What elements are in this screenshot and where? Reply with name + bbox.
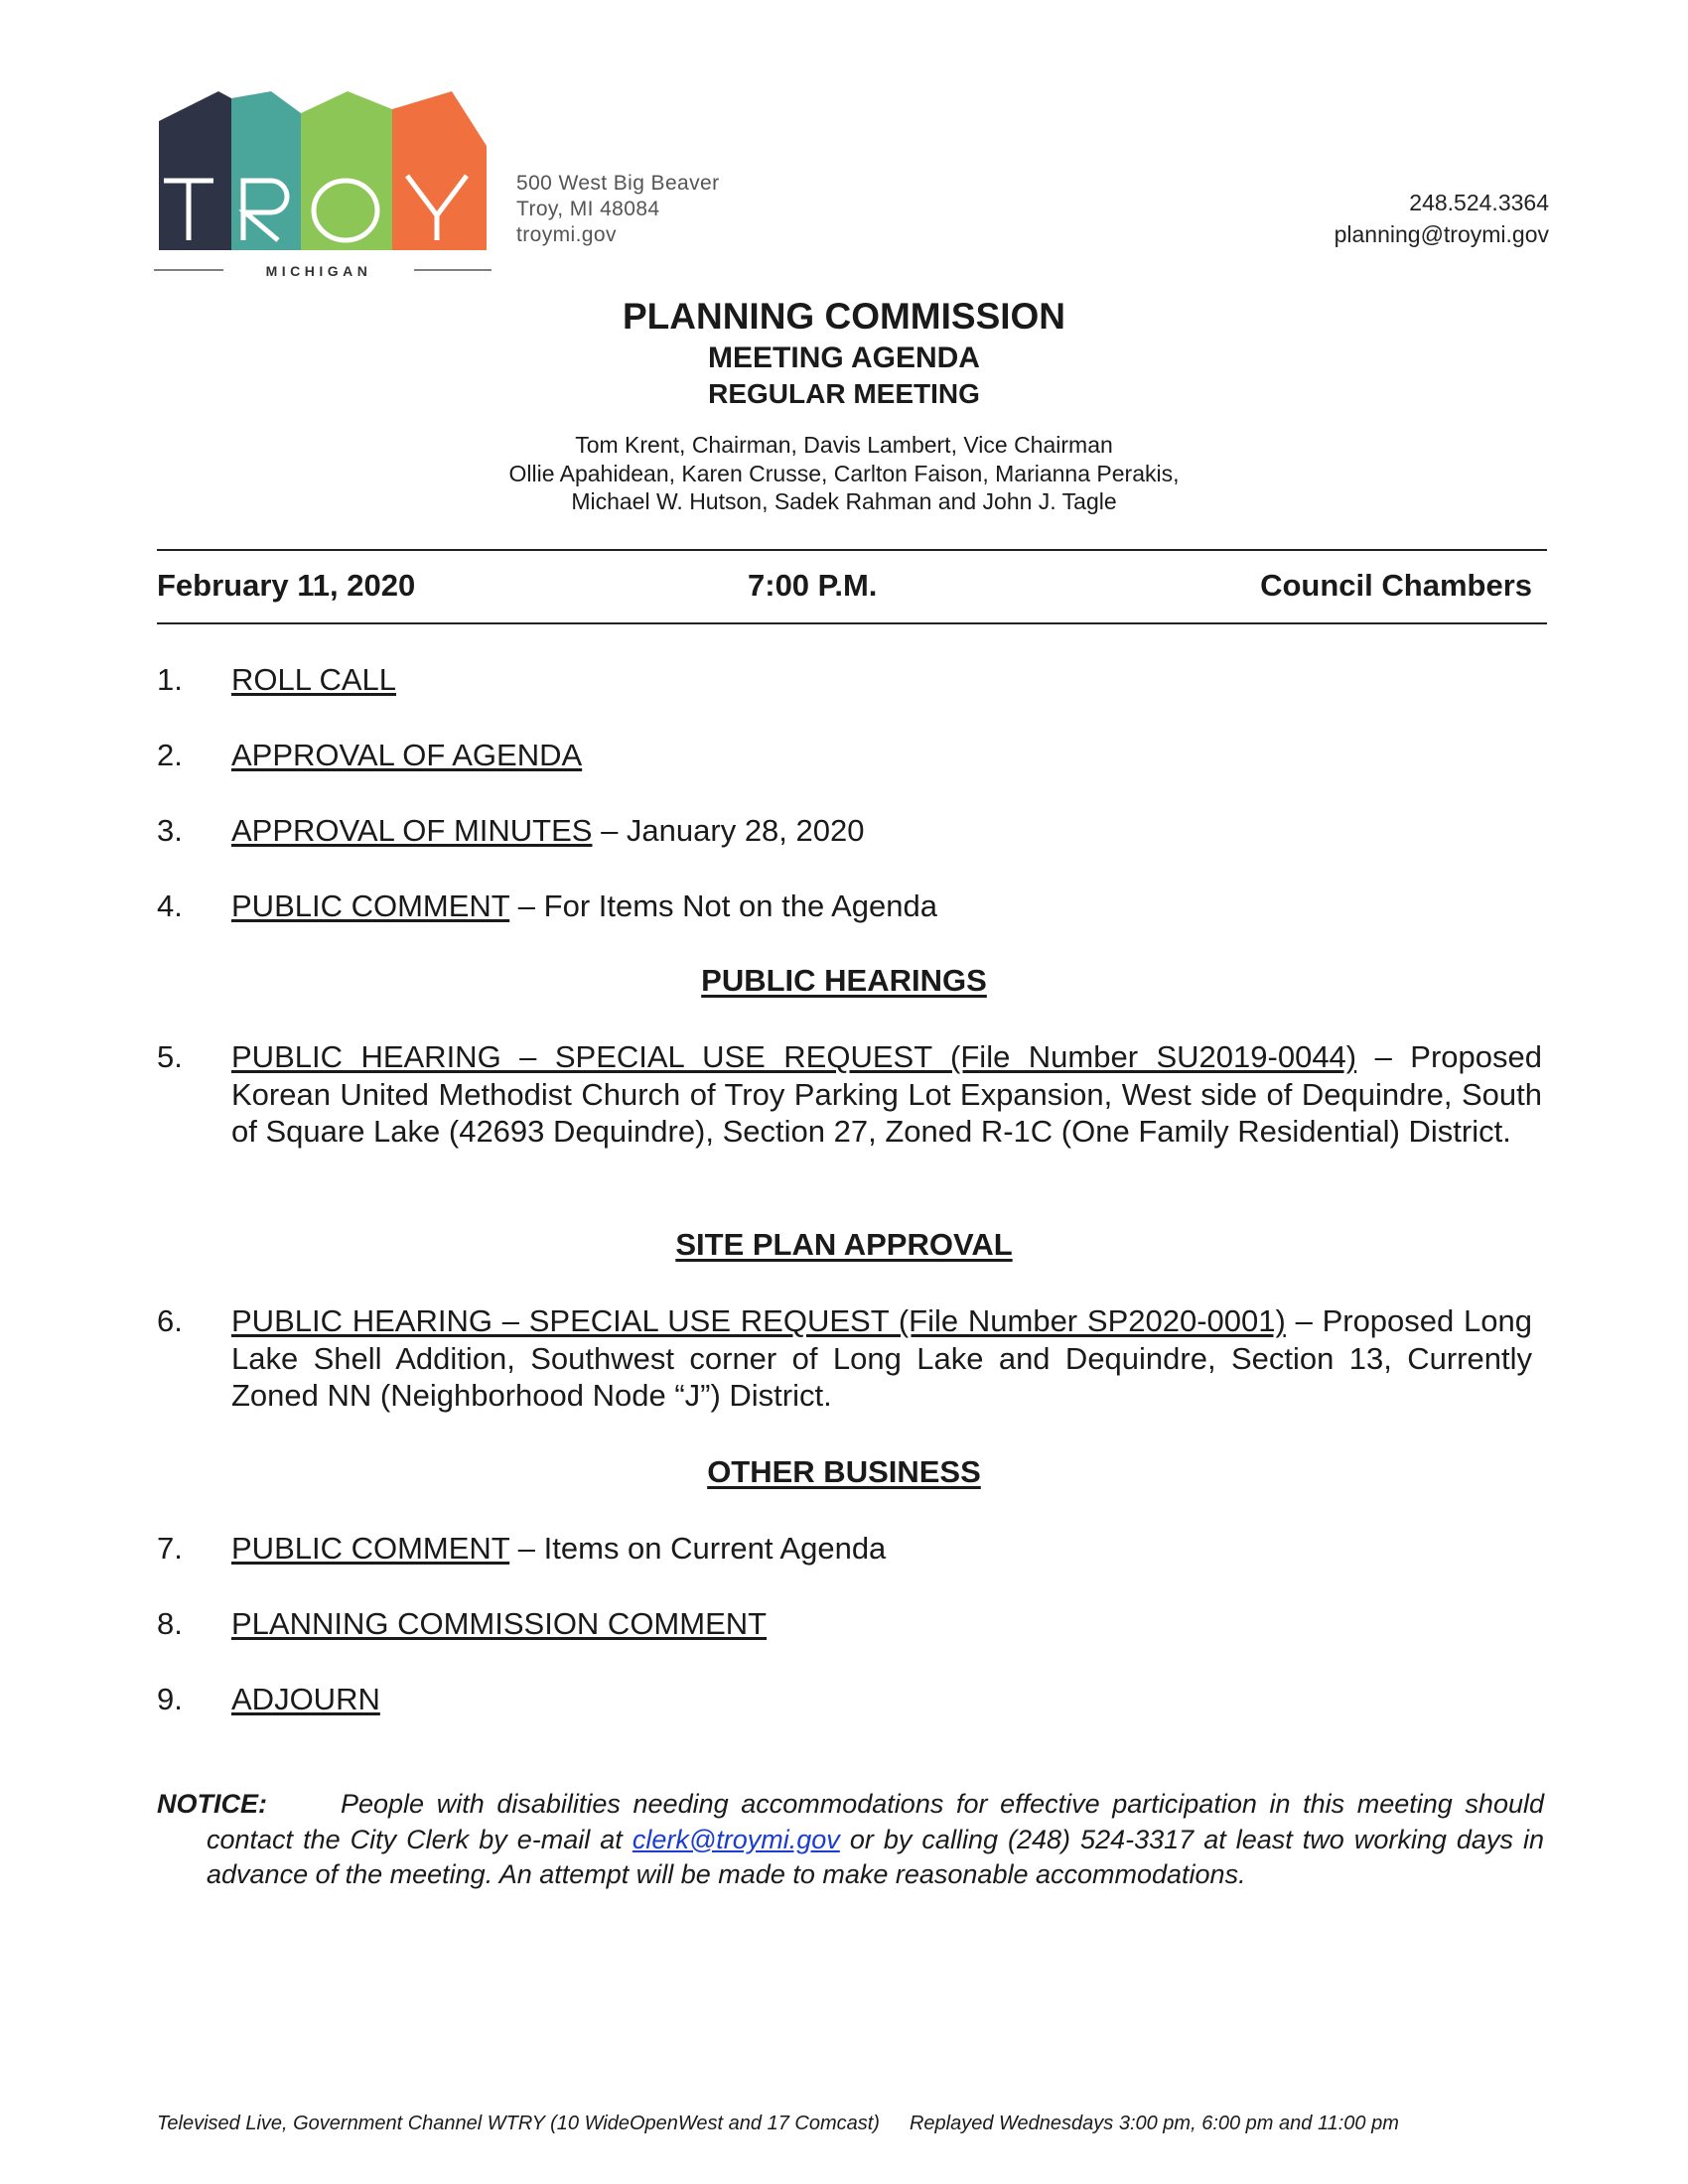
item-title: APPROVAL OF AGENDA — [231, 738, 583, 772]
address-line-2: Troy, MI 48084 — [516, 198, 660, 220]
section-heading-other-business: OTHER BUSINESS — [707, 1454, 981, 1489]
footer-televised: Televised Live, Government Channel WTRY (10 WideOpenWest and 17 Comcast) — [157, 2113, 880, 2134]
notice-text: People with disabilities needing accommodations for effective participation in this meeting should contact the City Clerk by e-mail at — [207, 1789, 1544, 1854]
item-number: 2. — [157, 738, 183, 772]
meeting-time: 7:00 P.M. — [748, 568, 878, 603]
members-line: Ollie Apahidean, Karen Crusse, Carlton Faison, Marianna Perakis, — [508, 460, 1180, 486]
item-number: 3. — [157, 813, 183, 848]
address-website: troymi.gov — [516, 223, 617, 246]
svg-text:MICHIGAN: MICHIGAN — [265, 263, 372, 279]
broadcast-footer — [157, 2113, 1399, 2135]
divider — [157, 622, 1547, 624]
agenda-item — [157, 1605, 1542, 1643]
agenda-item — [157, 1681, 1542, 1718]
clerk-email-link[interactable]: clerk@troymi.gov — [632, 1824, 840, 1854]
item-detail: – For Items Not on the Agenda — [509, 888, 937, 923]
item-detail: – Items on Current Agenda — [509, 1531, 887, 1566]
item-number: 7. — [157, 1531, 183, 1566]
troy-logo — [154, 91, 492, 280]
item-detail: – Proposed Long Lake Shell Addition, Southwest corner of Long Lake and Dequindre, Section 13, Currently Zoned NN (Neighborhood Node “J”) District. — [231, 1303, 1532, 1413]
members-line: Michael W. Hutson, Sadek Rahman and John J. Tagle — [571, 488, 1117, 514]
item-number: 9. — [157, 1682, 183, 1716]
section-heading-wrap — [0, 963, 1688, 999]
item-number: 1. — [157, 662, 183, 697]
agenda-item — [157, 1530, 1542, 1568]
item-number: 8. — [157, 1606, 183, 1641]
accessibility-notice — [157, 1787, 1544, 1893]
item-title: PUBLIC COMMENT — [231, 1531, 510, 1566]
section-heading-site-plan: SITE PLAN APPROVAL — [675, 1227, 1013, 1262]
divider — [157, 549, 1547, 551]
item-title: ROLL CALL — [231, 662, 396, 697]
city-address — [516, 171, 720, 248]
agenda-item — [157, 737, 1542, 774]
meeting-type: REGULAR MEETING — [708, 378, 980, 409]
meeting-date: February 11, 2020 — [157, 568, 416, 603]
item-number: 5. — [157, 1039, 183, 1074]
item-title: PUBLIC COMMENT — [231, 888, 510, 923]
agenda-item — [157, 661, 1542, 699]
item-title: PLANNING COMMISSION COMMENT — [231, 1606, 768, 1641]
agenda-item — [157, 887, 1542, 925]
contact-email[interactable]: planning@troymi.gov — [1334, 221, 1549, 247]
section-heading-public-hearings: PUBLIC HEARINGS — [701, 963, 987, 998]
item-title: PUBLIC HEARING – SPECIAL USE REQUEST (File Number SP2020-0001) — [231, 1303, 1286, 1338]
section-heading-wrap — [0, 1454, 1688, 1490]
item-title: PUBLIC HEARING – SPECIAL USE REQUEST (File Number SU2019-0044) — [231, 1039, 1357, 1074]
section-heading-wrap — [0, 1227, 1688, 1263]
footer-replayed: Replayed Wednesdays 3:00 pm, 6:00 pm and 11:00 pm — [909, 2113, 1399, 2134]
agenda-item — [157, 1038, 1542, 1151]
item-title: APPROVAL OF MINUTES — [231, 813, 593, 848]
meeting-location: Council Chambers — [1260, 568, 1532, 603]
agenda-item — [157, 812, 1542, 850]
planning-contact — [1335, 187, 1549, 250]
members-line: Tom Krent, Chairman, Davis Lambert, Vice Chairman — [575, 432, 1113, 458]
contact-phone: 248.524.3364 — [1409, 190, 1549, 215]
item-number: 4. — [157, 888, 183, 923]
item-number: 6. — [157, 1303, 183, 1338]
agenda-item — [157, 1302, 1532, 1415]
commission-members — [0, 431, 1688, 516]
item-title: ADJOURN — [231, 1682, 380, 1716]
notice-text: or by calling (248) 524-3317 at least two working days in advance of the meeting. An attempt will be made to make reasonable accommodations. — [207, 1824, 1544, 1889]
notice-label: NOTICE: — [157, 1789, 267, 1819]
page-subtitle: MEETING AGENDA — [708, 341, 980, 374]
item-detail: – Proposed Korean United Methodist Church of Troy Parking Lot Expansion, West side of Dequindre, South of Square Lake (42693 Dequindre), Section 27, Zoned R-1C (One Family Residential) District. — [231, 1039, 1543, 1149]
address-line-1: 500 West Big Beaver — [516, 172, 720, 195]
page-title: PLANNING COMMISSION — [622, 296, 1066, 337]
item-detail: – January 28, 2020 — [592, 813, 865, 848]
